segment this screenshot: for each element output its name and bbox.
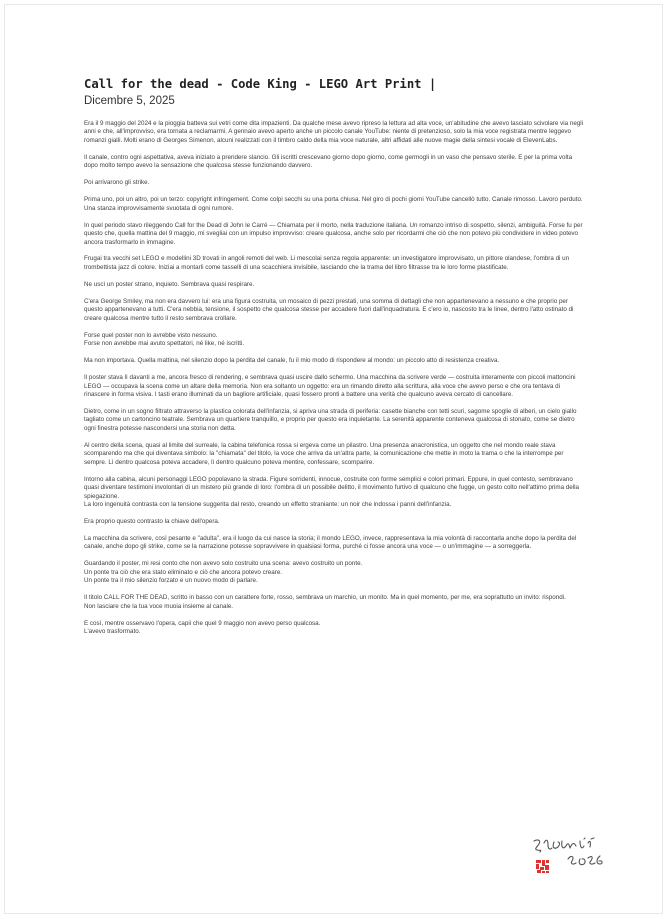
paragraph (84, 357, 584, 365)
paragraph-line: Prima uno, poi un altro, poi un terzo: copyright infringement. Come colpi secchi su una porta chiusa. Nel giro di pochi giorni YouTube cancellò tutto. Canale rimosso. Lavoro perduto. Una stanza improvvisamente svuotata di ogni rumore. (84, 196, 583, 212)
paragraph-line: Il titolo CALL FOR THE DEAD, scritto in basso con un carattere forte, rosso, sembrava un marchio, un monito. Ma in quel momento, per me, era soprattutto un invito: rispondi. (84, 594, 566, 602)
paragraph (84, 374, 584, 399)
paragraph (84, 442, 584, 467)
paragraph (84, 535, 584, 552)
article-body (84, 120, 584, 636)
paragraph-line: Dietro, come in un sogno filtrato attraverso la plastica colorata dell'infanzia, si apriva una strada di periferia: casette bianche con tetti scuri, sagome spoglie di alberi, un cielo giallo tagliato come un cartoncino teatrale. Sembrava un quartiere tranquillo, e proprio per questo era inquietante. La serenità apparente conteneva qualcosa di stonato, come se dietro ogni finestra potesse nascondersi una storia non detta. (84, 407, 577, 432)
paragraph-line: Forse non avrebbe mai avuto spettatori, né like, né iscritti. (84, 340, 245, 348)
paragraph (84, 476, 584, 510)
paragraph (84, 196, 584, 213)
paragraph (84, 332, 584, 349)
article-title: Call for the dead - Code King - LEGO Art Print | (84, 77, 437, 91)
paragraph-line: Il poster stava lì davanti a me, ancora fresco di rendering, e sembrava quasi uscire dallo schermo. Una macchina da scrivere verde — costruita interamente con piccoli mattoncini LEGO — occupava la scena come un altare della memoria. Non era soltanto un oggetto: era un rimando diretto alla scrittura, alla voce che avevo perso e che ora tentava di rinascere in forma visiva. I tasti erano illuminati da un bagliore artificiale, quasi fossero pronti a battere una verità che qualcuno aveva cercato di cancellare. (84, 374, 576, 398)
paragraph-line: L'avevo trasformato. (84, 628, 141, 636)
paragraph-line: Ma non importava. Quella mattina, nel silenzio dopo la perdita del canale, fu il mio modo di rispondere al mondo: un piccolo atto di resistenza creativa. (84, 357, 500, 365)
paragraph-line: C'era George Smiley, ma non era davvero lui: era una figura costruita, un mosaico di pezzi prestati, una somma di dettagli che non appartenevano a nessuno e che proprio per questo appartenevano a tutti. C'era nebbia, tensione, il sospetto che qualcosa stesse per accadere fuori dall'inquadratura. E c'ero io, nascosto tra le linee, dentro l'atto ostinato di creare qualcosa mentre tutto il resto sembrava crollare. (84, 297, 574, 322)
paragraph (84, 408, 584, 433)
paragraph-line: La macchina da scrivere, così pesante e "adulta", era il luogo da cui nasce la storia; il mondo LEGO, invece, rappresentava la mia volontà di raccontarla anche dopo la perdita del canale, anche dopo gli strike, come se la narrazione potesse sopravvivere in qualsiasi forma, purché ci fosse ancora una voce — o un'immagine — a sorreggerla. (84, 534, 577, 551)
paragraph (84, 222, 584, 247)
paragraph (84, 255, 584, 272)
paragraph-line: Forse quel poster non lo avrebbe visto nessuno. (84, 331, 218, 339)
paragraph (84, 620, 584, 637)
paragraph-line: Frugai tra vecchi set LEGO e modellini 3D trovati in angoli remoti del web. Li mescolai senza regola apparente: un investigatore improvvisato, un pittore olandese, l'ombra di un trombettista jazz di colore. Iniziai a montarli come tasselli di una scacchiera invisibile, lasciando che la trama del libro filtrasse tra le loro forme plastificate. (84, 255, 570, 271)
paragraph-line: Era proprio questo contrasto la chiave dell'opera. (84, 517, 220, 525)
paragraph-line: Un ponte tra ciò che era stato eliminato e ciò che ancora potevo creare. (84, 568, 283, 576)
paragraph (84, 120, 584, 145)
paragraph-line: Ne uscì un poster strano, inquieto. Sembrava quasi respirare. (84, 280, 255, 288)
paragraph (84, 154, 584, 171)
paragraph-line: La loro ingenuità contrasta con la tensione suggerita dal resto, creando un effetto straniante: un noir che indossa i panni dell'infanzia. (84, 501, 452, 508)
paragraph-line: E così, mentre osservavo l'opera, capii che quel 9 maggio non avevo perso qualcosa. (84, 619, 321, 627)
paragraph-line: Al centro della scena, quasi al limite del surreale, la cabina telefonica rossa si ergeva come un pilastro. Una presenza anacronistica, un oggetto che nel mondo reale stava scomparendo ma che qui diventava simbolo: la "chiamata" del titolo, la voce che arriva da un'altra parte, la comunicazione che mette in moto la trama o che la interrompe per sempre. Lì dentro qualcosa poteva accadere, lì dentro qualcuno poteva mentire, confessare, scomparire. (84, 441, 564, 466)
paragraph-line: Non lasciare che la tua voce muoia insieme al canale. (84, 602, 234, 610)
red-seal-stamp (534, 858, 551, 875)
paragraph-line: Guardando il poster, mi resi conto che non avevo solo costruito una scena: avevo costruito un ponte. (84, 560, 363, 568)
paragraph-line: Era il 9 maggio del 2024 e la pioggia batteva sui vetri come dita impazienti. Da qualche mese avevo ripreso la lettura ad alta voce, un'abitudine che avevo lasciato scivolare via negli anni e che, all'improvviso, era tornata a reclamarmi. A gennaio avevo aperto anche un piccolo canale YouTube: niente di pretenzioso, solo la mia voce registrata mentre leggevo romanzi gialli. Molti erano di Georges Simenon, alcuni realizzati con il timbro caldo della mia voce naturale, altri affidati alle nuove magie della sintesi vocale di ElevenLabs. (84, 120, 584, 144)
paragraph-line: Un ponte tra il mio silenzio forzato e un nuovo modo di parlare. (84, 577, 258, 585)
paragraph (84, 518, 584, 526)
paragraph-line: In quel periodo stavo rileggendo Call for the Dead di John le Carré — Chiamata per il morto, nella traduzione italiana. Un romanzo intriso di sospetto, silenzi, ambiguità. Forse fu per questo che, quella mattina del 9 maggio, mi svegliai con un impulso improvviso: creare qualcosa, anche solo per ricordarmi che ciò che non potevo più condividere in video potevo ancora trasformarlo in immagine. (84, 221, 583, 246)
paragraph-line: Poi arrivarono gli strike. (84, 179, 150, 187)
article (84, 77, 584, 645)
paragraph-line: Il canale, contro ogni aspettativa, aveva iniziato a prendere slancio. Gli iscritti crescevano giorno dopo giorno, come germogli in un vaso che pensavo sterile. E per la prima volta dopo molto tempo avevo la sensazione che qualcosa stesse funzionando davvero. (84, 153, 573, 170)
paragraph (84, 594, 584, 611)
article-date: Dicembre 5, 2025 (84, 95, 175, 107)
paragraph (84, 179, 584, 187)
paragraph (84, 281, 584, 289)
paragraph (84, 298, 584, 323)
paragraph (84, 560, 584, 585)
paragraph-line: Intorno alla cabina, alcuni personaggi LEGO popolavano la strada. Figure sorridenti, innocue, costruite con forme semplici e colori primari. Eppure, in quel contesto, sembravano quasi diventare testimoni involontari di un mistero più grande di loro: l'ombra di un possibile delitto, il movimento furtivo di qualcuno che fugge, un gesto colto nell'attimo prima della spiegazione. (84, 475, 580, 500)
